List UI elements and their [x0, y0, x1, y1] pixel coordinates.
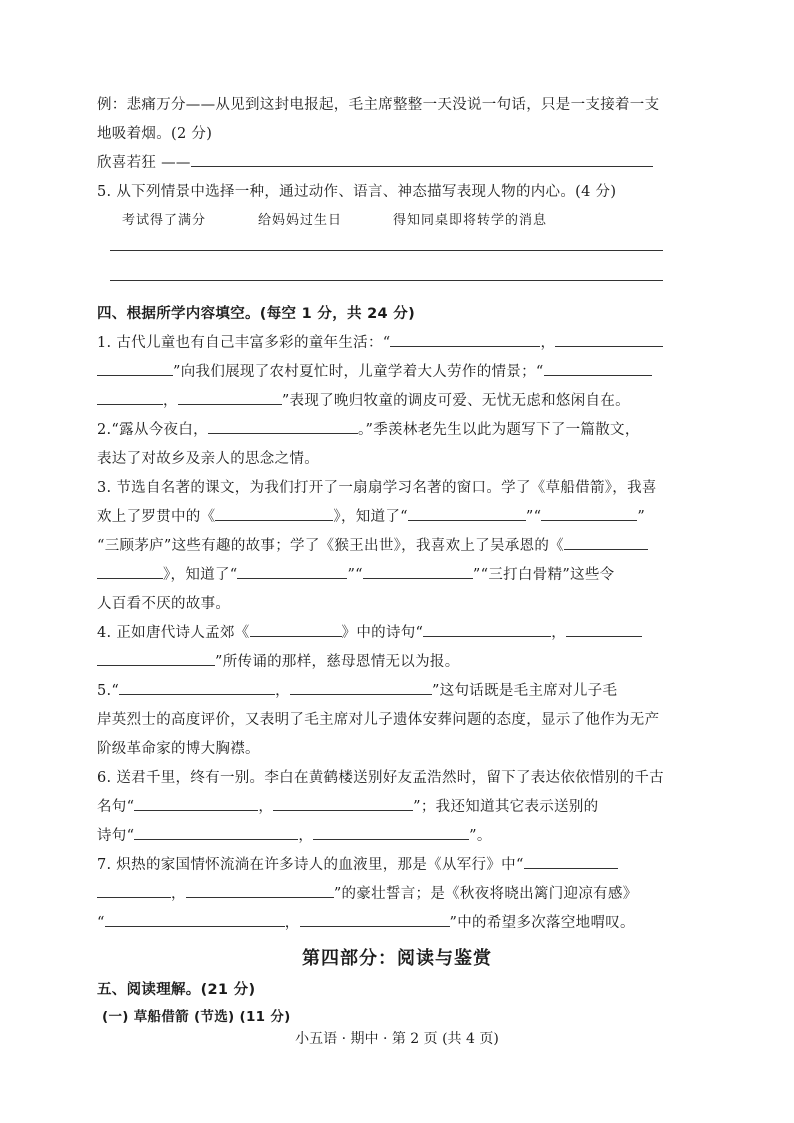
s4-q3-text-5: ”“三打白骨精”这些令 [472, 567, 615, 583]
s4-q3-line3 [97, 534, 648, 555]
s4-q6-text-3: 诗句“ [97, 828, 135, 844]
s4-q2-text: 2.“露从今夜白， [97, 422, 208, 438]
s4-q5-blank-2[interactable] [290, 680, 432, 695]
s4-q1-blank-4[interactable] [544, 361, 652, 376]
s4-q1-blank-2[interactable] [555, 332, 663, 347]
s4-q3-blank-1[interactable] [215, 506, 333, 521]
section4-heading: 四、根据所学内容填空。(每空 1 分，共 24 分) [97, 306, 416, 322]
s4-q6-line2 [97, 795, 598, 816]
s4-q4-blank-1[interactable] [250, 622, 342, 637]
s4-q1-text: 1. 古代儿童也有自己丰富多彩的童年生活：“ [97, 335, 391, 351]
s4-q7-quote: “ [97, 915, 105, 931]
s4-q7-comma-2: ， [284, 915, 300, 931]
s4-q4-comma: ， [551, 625, 567, 641]
section5-heading: 五、阅读理解。(21 分) [97, 982, 256, 998]
s4-q3-line1: 3. 节选自名著的课文，为我们打开了一扇扇学习名著的窗口。学了《草船借箭》，我喜 [97, 480, 657, 496]
s4-q2-text-2: 。”季羡林老先生以此为题写下了一篇散文， [357, 422, 640, 438]
s4-q4-line2 [97, 650, 460, 671]
s4-q3-quote: ”“ [525, 509, 542, 525]
s4-q6-text: 名句“ [97, 799, 135, 815]
q5-writing-line-1[interactable] [110, 250, 663, 251]
s4-q1-comma: ， [540, 335, 556, 351]
s4-q3-blank-2[interactable] [408, 506, 526, 521]
part4-title: 第四部分：阅读与鉴赏 [302, 948, 492, 969]
s4-q6-line1: 6. 送君千里，终有一别。李白在黄鹤楼送别好友孟浩然时，留下了表达依依惜别的千古 [97, 770, 664, 786]
s4-q7-blank-5[interactable] [300, 912, 450, 927]
s4-q5-text: 5.“ [97, 683, 120, 699]
s4-q2-blank-1[interactable] [208, 419, 358, 434]
q5-prompt: 5. 从下列情景中选择一种，通过动作、语言、神态描写表现人物的内心。(4 分) [97, 184, 617, 200]
s4-q1-line3 [97, 389, 630, 410]
s4-q5-text-2: ”这句话既是毛主席对儿子毛 [431, 683, 618, 699]
s4-q5-blank-1[interactable] [119, 680, 275, 695]
q5-option-3: 得知同桌即将转学的消息 [393, 213, 548, 228]
s4-q3-blank-6[interactable] [237, 564, 347, 579]
s4-q7-blank-4[interactable] [105, 912, 285, 927]
q4-answer [97, 151, 653, 172]
s4-q3-quote-2: ”“ [347, 567, 363, 583]
s4-q6-text-2: ”；我还知道其它表示送别的 [413, 799, 599, 815]
s4-q6-line3 [97, 824, 492, 845]
q4-example-line1: 例：悲痛万分——从见到这封电报起，毛主席整整一天没说一句话，只是一支接着一支 [97, 97, 660, 113]
s4-q2-line2: 表达了对故乡及亲人的思念之情。 [97, 451, 319, 467]
s4-q1-blank-5[interactable] [97, 390, 163, 405]
s4-q7-blank-1[interactable] [524, 854, 618, 869]
s4-q1-text-2: ”向我们展现了农村夏忙时，儿童学着大人劳作的情景；“ [173, 364, 544, 380]
s4-q3-quote-end: ” [637, 509, 646, 525]
s4-q5-line3: 阶级革命家的博大胸襟。 [97, 741, 260, 757]
s4-q6-blank-3[interactable] [134, 825, 298, 840]
s4-q4-blank-3[interactable] [566, 622, 642, 637]
s4-q1-text-3: ”表现了晚归牧童的调皮可爱、无忧无虑和悠闲自在。 [281, 393, 630, 409]
s4-q3-text: 欢上了罗贯中的《 [97, 509, 216, 525]
s4-q7-text-3: ”中的希望多次落空地喟叹。 [449, 915, 635, 931]
s4-q7-line1 [97, 853, 618, 874]
s4-q3-blank-4[interactable] [564, 535, 648, 550]
s4-q1-blank-6[interactable] [178, 390, 282, 405]
s4-q5-line2: 岸英烈士的高度评价，又表明了毛主席对儿子遗体安葬问题的态度，显示了他作为无产 [97, 712, 660, 728]
s4-q7-text: 7. 炽热的家国情怀流淌在许多诗人的血液里，那是《从军行》中“ [97, 857, 524, 873]
s4-q1-blank-3[interactable] [97, 361, 173, 376]
s4-q6-comma: ， [258, 799, 274, 815]
s4-q7-line3 [97, 911, 635, 932]
s4-q3-text-2: 》，知道了“ [333, 509, 408, 525]
s4-q7-line2 [97, 882, 638, 903]
s4-q6-comma-2: ， [298, 828, 314, 844]
q5-option-1: 考试得了满分 [122, 213, 207, 228]
q4-answer-prefix: 欣喜若狂 —— [97, 155, 191, 171]
s4-q3-text-3: “三顾茅庐”这些有趣的故事；学了《猴王出世》，我喜欢上了吴承恩的《 [97, 538, 564, 554]
s4-q4-text-3: ”所传诵的那样，慈母恩情无以为报。 [215, 654, 460, 670]
s4-q3-blank-7[interactable] [363, 564, 473, 579]
s4-q1-blank-1[interactable] [390, 332, 540, 347]
s4-q7-text-2: ”的豪壮誓言；是《秋夜将晓出篱门迎凉有感》 [333, 886, 638, 902]
s4-q5-comma: ， [275, 683, 290, 699]
s4-q3-line5: 人百看不厌的故事。 [97, 596, 231, 612]
s4-q6-blank-2[interactable] [273, 796, 413, 811]
s4-q3-line2 [97, 505, 645, 526]
s4-q6-text-4: ”。 [469, 828, 492, 844]
s4-q6-blank-4[interactable] [313, 825, 469, 840]
s4-q5-line1 [97, 679, 617, 700]
section5-sub1: (一) 草船借箭 (节选) (11 分) [102, 1009, 291, 1025]
q4-answer-blank[interactable] [191, 152, 653, 167]
s4-q1-line2 [97, 360, 652, 381]
s4-q1-comma-2: ， [163, 393, 178, 409]
s4-q2-line1 [97, 418, 640, 439]
s4-q4-blank-4[interactable] [97, 651, 215, 666]
s4-q3-text-4: 》，知道了“ [163, 567, 238, 583]
s4-q1-line1 [97, 331, 663, 352]
s4-q3-blank-5[interactable] [97, 564, 163, 579]
s4-q3-line4 [97, 563, 614, 584]
s4-q7-blank-2[interactable] [97, 883, 171, 898]
s4-q7-comma: ， [171, 886, 186, 902]
q5-option-2: 给妈妈过生日 [258, 213, 343, 228]
s4-q6-blank-1[interactable] [134, 796, 258, 811]
s4-q4-text: 4. 正如唐代诗人孟郊《 [97, 625, 250, 641]
s4-q4-text-2: 》中的诗句“ [341, 625, 424, 641]
s4-q4-line1 [97, 621, 642, 642]
page-footer: 小五语 · 期中 · 第 2 页 (共 4 页) [295, 1031, 499, 1047]
s4-q7-blank-3[interactable] [186, 883, 334, 898]
s4-q3-blank-3[interactable] [541, 506, 637, 521]
q5-writing-line-2[interactable] [110, 280, 663, 281]
s4-q4-blank-2[interactable] [423, 622, 551, 637]
q4-example-line2: 地吸着烟。(2 分) [97, 126, 213, 142]
